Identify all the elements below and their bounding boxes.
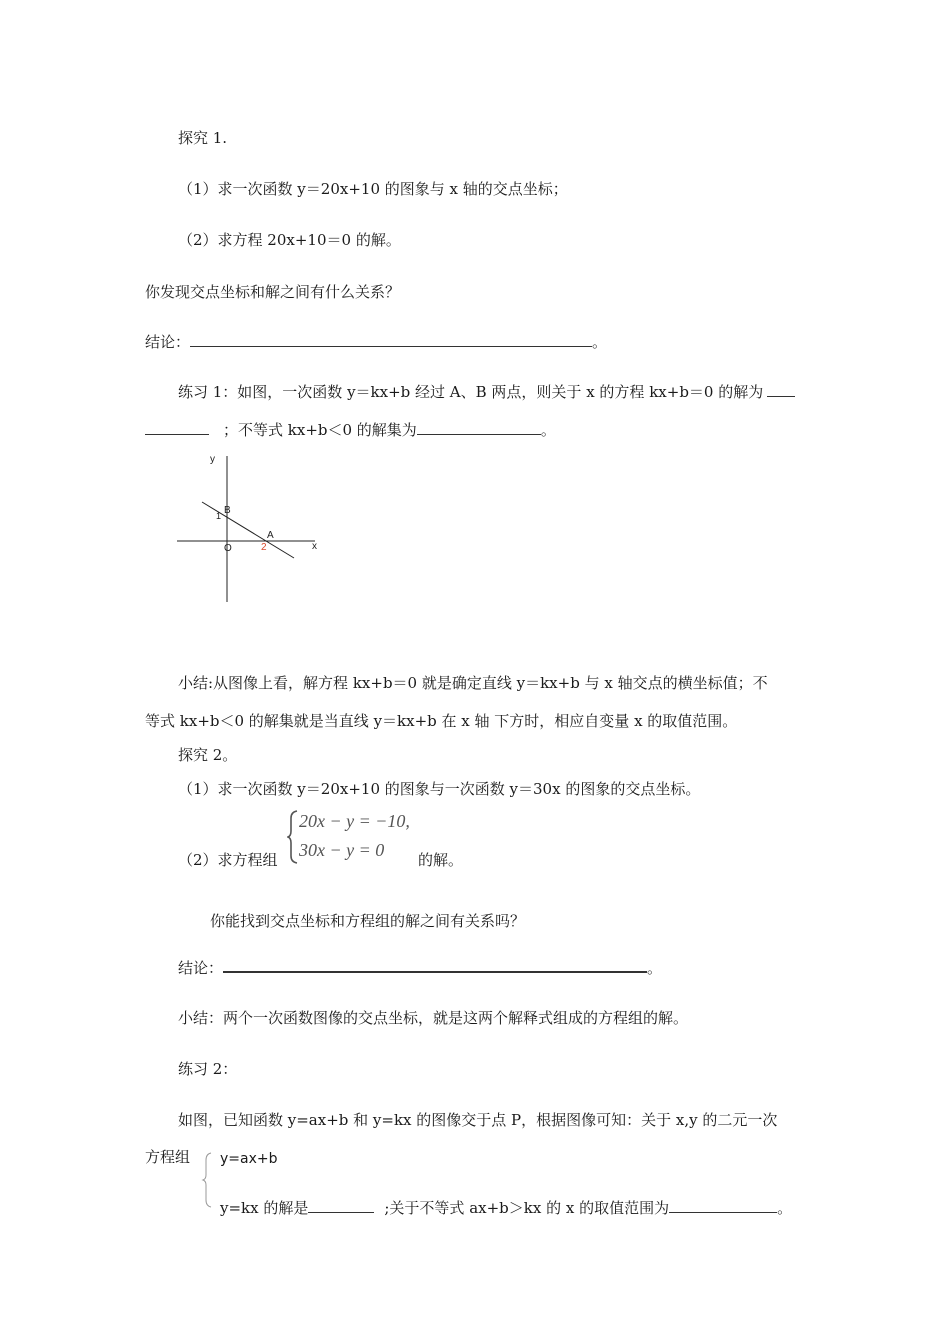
conclusion-end: 。 bbox=[647, 959, 663, 977]
practice2-line-2-prefix: 方程组 bbox=[145, 1148, 191, 1166]
practice2-title: 练习 2： bbox=[178, 1060, 238, 1078]
summary1-line-2: 等式 kx+b＜0 的解集就是当直线 y＝kx+b 在 x 轴 下方时，相应自变量 x 的取值范围。 bbox=[145, 712, 738, 730]
x-tick-label: 2 bbox=[261, 542, 267, 553]
point-b-label: B bbox=[224, 505, 231, 516]
conclusion-label: 结论： bbox=[178, 959, 224, 977]
explore2-relation-question: 你能找到交点坐标和方程组的解之间有关系吗？ bbox=[210, 912, 526, 930]
explore1-relation-question: 你发现交点坐标和解之间有什么关系？ bbox=[145, 283, 401, 301]
point-a-label: A bbox=[267, 530, 274, 541]
practice2-inequality-text: ;关于不等式 ax+b＞kx 的 x 的取值范围为 bbox=[384, 1199, 670, 1217]
conclusion-blank[interactable] bbox=[190, 332, 592, 347]
practice2-equation-2: y=kx 的解是 bbox=[220, 1199, 309, 1217]
practice1-text: 练习 1：如图，一次函数 y＝kx+b 经过 A、B 两点，则关于 x 的方程 kx+b＝0 的解为 bbox=[178, 383, 764, 401]
conclusion-end: 。 bbox=[592, 333, 608, 351]
x-axis-label: x bbox=[312, 541, 317, 552]
summary2: 小结：两个一次函数图像的交点坐标，就是这两个解释式组成的方程组的解。 bbox=[178, 1009, 689, 1027]
explore2-question-2-prefix: （2）求方程组 bbox=[178, 851, 278, 869]
practice2-solution-blank[interactable] bbox=[308, 1198, 374, 1213]
explore2-question-1: （1）求一次函数 y＝20x+10 的图象与一次函数 y＝30x 的图象的交点坐标。 bbox=[178, 780, 701, 798]
practice1-inequality-blank[interactable] bbox=[417, 420, 541, 435]
practice2-end: 。 bbox=[777, 1199, 793, 1217]
practice2-line-1: 如图，已知函数 y=ax+b 和 y=kx 的图像交于点 P，根据图像可知：关于 x,y 的二元一次 bbox=[178, 1111, 778, 1129]
equation-brace bbox=[287, 810, 299, 864]
explore1-title: 探究 1. bbox=[178, 129, 228, 147]
practice1-line-2 bbox=[145, 420, 556, 440]
explore1-question-2: （2）求方程 20x+10＝0 的解。 bbox=[178, 231, 401, 249]
origin-label: O bbox=[224, 543, 232, 554]
explore2-conclusion bbox=[178, 957, 662, 978]
explore2-question-2-suffix: 的解。 bbox=[418, 851, 464, 869]
conclusion-label: 结论： bbox=[145, 333, 191, 351]
explore2-title: 探究 2。 bbox=[178, 746, 238, 764]
conclusion-blank[interactable] bbox=[223, 957, 647, 973]
y-axis-label: y bbox=[210, 454, 215, 465]
explore1-question-1: （1）求一次函数 y＝20x+10 的图象与 x 轴的交点坐标； bbox=[178, 180, 568, 198]
practice1-text-end: 。 bbox=[540, 421, 556, 439]
equation-1: 20x − y = −10, bbox=[299, 811, 410, 831]
practice1-text-mid: ；不等式 kx+b＜0 的解集为 bbox=[223, 421, 417, 439]
practice2-brace bbox=[201, 1152, 213, 1208]
practice2-line-3 bbox=[220, 1198, 792, 1218]
explore1-conclusion bbox=[145, 332, 607, 352]
practice1-answer-blank-a[interactable] bbox=[767, 382, 795, 397]
practice1-graph bbox=[170, 448, 340, 608]
practice1-answer-blank-b[interactable] bbox=[145, 420, 209, 435]
y-tick-label: 1 bbox=[216, 511, 222, 521]
summary1-line-1: 小结:从图像上看，解方程 kx+b＝0 就是确定直线 y＝kx+b 与 x 轴交点的横坐标值；不 bbox=[178, 674, 768, 692]
equation-2: 30x − y = 0 bbox=[299, 840, 385, 860]
practice2-range-blank[interactable] bbox=[669, 1198, 777, 1213]
practice1-line-1 bbox=[178, 382, 795, 402]
equation-system-image bbox=[287, 808, 413, 866]
practice2-equation-1: y=ax+b bbox=[220, 1151, 278, 1167]
